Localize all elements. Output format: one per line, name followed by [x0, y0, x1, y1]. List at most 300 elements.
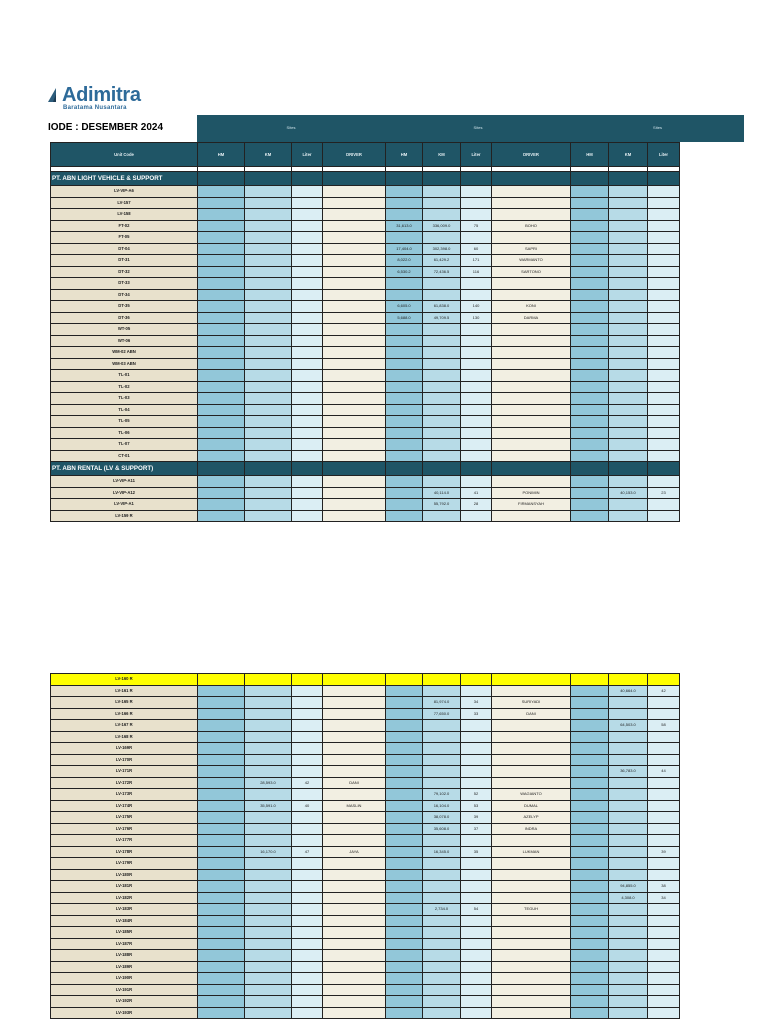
- g3-liter-cell[interactable]: [648, 255, 680, 267]
- g1-hm-cell[interactable]: [198, 743, 245, 755]
- g2-driver-cell[interactable]: [492, 439, 571, 451]
- g1-hm-cell[interactable]: [198, 476, 245, 488]
- g2-km-cell[interactable]: [423, 858, 461, 870]
- unit-code-cell[interactable]: WM-03 ABN: [51, 358, 198, 370]
- g3-km-cell[interactable]: [609, 335, 648, 347]
- g2-hm-cell[interactable]: [386, 685, 423, 697]
- g1-hm-cell[interactable]: [198, 255, 245, 267]
- g1-hm-cell[interactable]: [198, 858, 245, 870]
- g2-liter-cell[interactable]: [461, 892, 492, 904]
- g1-hm-cell[interactable]: [198, 777, 245, 789]
- g3-km-cell[interactable]: [609, 220, 648, 232]
- g1-liter-cell[interactable]: [292, 1007, 323, 1019]
- g2-liter-cell[interactable]: 171: [461, 255, 492, 267]
- g2-driver-cell[interactable]: [492, 197, 571, 209]
- g3-liter-cell[interactable]: [648, 335, 680, 347]
- g2-km-cell[interactable]: [423, 1007, 461, 1019]
- g2-km-cell[interactable]: [423, 358, 461, 370]
- g1-km-cell[interactable]: [245, 915, 292, 927]
- g1-hm-cell[interactable]: [198, 892, 245, 904]
- g2-km-cell[interactable]: [423, 197, 461, 209]
- g3-liter-cell[interactable]: [648, 697, 680, 709]
- g1-hm-cell[interactable]: [198, 938, 245, 950]
- g1-driver-cell[interactable]: [323, 996, 386, 1008]
- g1-liter-cell[interactable]: [292, 510, 323, 522]
- g2-liter-cell[interactable]: 34: [461, 697, 492, 709]
- unit-code-cell[interactable]: LV-169R: [51, 743, 198, 755]
- g2-liter-cell[interactable]: 116: [461, 266, 492, 278]
- g3-hm-cell[interactable]: [571, 766, 609, 778]
- unit-code-cell[interactable]: LV-183R: [51, 904, 198, 916]
- g1-liter-cell[interactable]: [292, 232, 323, 244]
- unit-code-cell[interactable]: LV-166 R: [51, 708, 198, 720]
- g3-liter-cell[interactable]: [648, 754, 680, 766]
- unit-code-cell[interactable]: DT-31: [51, 255, 198, 267]
- g3-liter-cell[interactable]: [648, 915, 680, 927]
- g2-driver-cell[interactable]: [492, 766, 571, 778]
- g1-driver-cell[interactable]: DANI: [323, 777, 386, 789]
- g2-liter-cell[interactable]: [461, 186, 492, 198]
- g3-liter-cell[interactable]: [648, 961, 680, 973]
- unit-code-cell[interactable]: DT-34: [51, 289, 198, 301]
- g2-hm-cell[interactable]: [386, 335, 423, 347]
- unit-code-cell[interactable]: TL-05: [51, 416, 198, 428]
- g3-km-cell[interactable]: [609, 476, 648, 488]
- unit-code-cell[interactable]: WT-06: [51, 335, 198, 347]
- g1-km-cell[interactable]: [245, 278, 292, 290]
- g2-km-cell[interactable]: [423, 720, 461, 732]
- g2-hm-cell[interactable]: [386, 289, 423, 301]
- g1-km-cell[interactable]: [245, 404, 292, 416]
- g1-km-cell[interactable]: [245, 289, 292, 301]
- g2-hm-cell[interactable]: [386, 869, 423, 881]
- g3-hm-cell[interactable]: [571, 697, 609, 709]
- g3-hm-cell[interactable]: [571, 347, 609, 359]
- g1-hm-cell[interactable]: [198, 324, 245, 336]
- unit-code-cell[interactable]: LV-176R: [51, 823, 198, 835]
- g1-hm-cell[interactable]: [198, 881, 245, 893]
- g2-km-cell[interactable]: 336,009.0: [423, 220, 461, 232]
- g2-driver-cell[interactable]: [492, 754, 571, 766]
- g2-liter-cell[interactable]: [461, 347, 492, 359]
- g3-liter-cell[interactable]: [648, 950, 680, 962]
- g1-liter-cell[interactable]: 47: [292, 846, 323, 858]
- g1-km-cell[interactable]: [245, 381, 292, 393]
- g1-km-cell[interactable]: [245, 858, 292, 870]
- unit-code-cell[interactable]: CT-01: [51, 450, 198, 462]
- g1-liter-cell[interactable]: [292, 904, 323, 916]
- g2-km-cell[interactable]: [423, 938, 461, 950]
- g1-driver-cell[interactable]: [323, 439, 386, 451]
- unit-code-cell[interactable]: LV-192R: [51, 996, 198, 1008]
- g3-km-cell[interactable]: [609, 800, 648, 812]
- g2-km-cell[interactable]: 16,345.0: [423, 846, 461, 858]
- unit-code-cell[interactable]: LV-193R: [51, 1007, 198, 1019]
- g1-km-cell[interactable]: [245, 720, 292, 732]
- g1-km-cell[interactable]: 16,170.0: [245, 846, 292, 858]
- g2-hm-cell[interactable]: [386, 835, 423, 847]
- g2-driver-cell[interactable]: DARMA: [492, 312, 571, 324]
- g3-km-cell[interactable]: [609, 927, 648, 939]
- g2-driver-cell[interactable]: DUMAL: [492, 800, 571, 812]
- g2-hm-cell[interactable]: [386, 232, 423, 244]
- g2-liter-cell[interactable]: [461, 881, 492, 893]
- g1-hm-cell[interactable]: [198, 301, 245, 313]
- unit-code-cell[interactable]: TL-03: [51, 393, 198, 405]
- g1-hm-cell[interactable]: [198, 869, 245, 881]
- unit-code-cell[interactable]: LV-184R: [51, 915, 198, 927]
- g2-km-cell[interactable]: [423, 289, 461, 301]
- g3-liter-cell[interactable]: [648, 243, 680, 255]
- g2-liter-cell[interactable]: [461, 915, 492, 927]
- g1-driver-cell[interactable]: [323, 823, 386, 835]
- g3-km-cell[interactable]: [609, 278, 648, 290]
- g1-km-cell[interactable]: [245, 220, 292, 232]
- g3-hm-cell[interactable]: [571, 927, 609, 939]
- g1-hm-cell[interactable]: [198, 973, 245, 985]
- g2-km-cell[interactable]: [423, 927, 461, 939]
- g3-liter-cell[interactable]: [648, 381, 680, 393]
- g2-driver-cell[interactable]: BOHO: [492, 220, 571, 232]
- g3-hm-cell[interactable]: [571, 685, 609, 697]
- g3-hm-cell[interactable]: [571, 858, 609, 870]
- unit-code-cell[interactable]: LV-165 R: [51, 697, 198, 709]
- g3-hm-cell[interactable]: [571, 450, 609, 462]
- g3-hm-cell[interactable]: [571, 381, 609, 393]
- g1-hm-cell[interactable]: [198, 487, 245, 499]
- g1-liter-cell[interactable]: [292, 731, 323, 743]
- g2-driver-cell[interactable]: [492, 324, 571, 336]
- g1-liter-cell[interactable]: [292, 186, 323, 198]
- g1-km-cell[interactable]: [245, 427, 292, 439]
- g3-hm-cell[interactable]: [571, 904, 609, 916]
- g1-hm-cell[interactable]: [198, 450, 245, 462]
- g1-hm-cell[interactable]: [198, 823, 245, 835]
- g3-hm-cell[interactable]: [571, 984, 609, 996]
- g1-km-cell[interactable]: [245, 510, 292, 522]
- g2-driver-cell[interactable]: [492, 973, 571, 985]
- g2-driver-cell[interactable]: [492, 232, 571, 244]
- g3-hm-cell[interactable]: [571, 708, 609, 720]
- g2-km-cell[interactable]: [423, 685, 461, 697]
- g2-hm-cell[interactable]: [386, 777, 423, 789]
- g2-driver-cell[interactable]: [492, 731, 571, 743]
- g2-hm-cell[interactable]: [386, 950, 423, 962]
- g3-hm-cell[interactable]: [571, 358, 609, 370]
- g3-km-cell[interactable]: [609, 961, 648, 973]
- g3-liter-cell[interactable]: [648, 938, 680, 950]
- unit-code-cell[interactable]: LV-157: [51, 197, 198, 209]
- g3-km-cell[interactable]: [609, 731, 648, 743]
- g2-hm-cell[interactable]: [386, 961, 423, 973]
- g1-km-cell[interactable]: [245, 731, 292, 743]
- g1-driver-cell[interactable]: [323, 301, 386, 313]
- g1-km-cell[interactable]: [245, 789, 292, 801]
- g1-driver-cell[interactable]: [323, 766, 386, 778]
- g3-liter-cell[interactable]: [648, 358, 680, 370]
- g1-driver-cell[interactable]: [323, 312, 386, 324]
- g3-km-cell[interactable]: [609, 984, 648, 996]
- g2-driver-cell[interactable]: SURIYADI: [492, 697, 571, 709]
- g2-liter-cell[interactable]: [461, 289, 492, 301]
- g2-hm-cell[interactable]: [386, 1007, 423, 1019]
- g1-hm-cell[interactable]: [198, 766, 245, 778]
- g2-liter-cell[interactable]: [461, 685, 492, 697]
- g2-km-cell[interactable]: [423, 754, 461, 766]
- g3-km-cell[interactable]: [609, 499, 648, 511]
- g1-km-cell[interactable]: [245, 869, 292, 881]
- g3-hm-cell[interactable]: [571, 812, 609, 824]
- g1-driver-cell[interactable]: [323, 869, 386, 881]
- g3-km-cell[interactable]: [609, 439, 648, 451]
- g1-km-cell[interactable]: 28,593.0: [245, 777, 292, 789]
- g2-liter-cell[interactable]: [461, 439, 492, 451]
- unit-code-cell[interactable]: LV-167 R: [51, 720, 198, 732]
- g2-liter-cell[interactable]: [461, 731, 492, 743]
- g1-liter-cell[interactable]: [292, 255, 323, 267]
- g2-hm-cell[interactable]: [386, 789, 423, 801]
- g2-hm-cell[interactable]: [386, 915, 423, 927]
- g3-km-cell[interactable]: [609, 266, 648, 278]
- g3-km-cell[interactable]: 4,308.0: [609, 892, 648, 904]
- g2-liter-cell[interactable]: 140: [461, 301, 492, 313]
- g3-km-cell[interactable]: [609, 915, 648, 927]
- g2-km-cell[interactable]: [423, 731, 461, 743]
- g1-liter-cell[interactable]: [292, 370, 323, 382]
- g2-liter-cell[interactable]: [461, 450, 492, 462]
- g2-liter-cell[interactable]: 35: [461, 846, 492, 858]
- g2-hm-cell[interactable]: [386, 720, 423, 732]
- g1-km-cell[interactable]: [245, 950, 292, 962]
- g3-liter-cell[interactable]: [648, 278, 680, 290]
- g3-hm-cell[interactable]: [571, 312, 609, 324]
- g3-km-cell[interactable]: [609, 393, 648, 405]
- g2-driver-cell[interactable]: [492, 777, 571, 789]
- g1-km-cell[interactable]: [245, 892, 292, 904]
- unit-code-cell[interactable]: LV-172R: [51, 777, 198, 789]
- g3-km-cell[interactable]: [609, 789, 648, 801]
- g1-driver-cell[interactable]: [323, 232, 386, 244]
- g3-hm-cell[interactable]: [571, 487, 609, 499]
- g3-liter-cell[interactable]: [648, 324, 680, 336]
- g1-liter-cell[interactable]: [292, 243, 323, 255]
- g1-driver-cell[interactable]: [323, 416, 386, 428]
- g2-driver-cell[interactable]: [492, 915, 571, 927]
- g2-hm-cell[interactable]: [386, 450, 423, 462]
- g1-driver-cell[interactable]: [323, 754, 386, 766]
- g1-driver-cell[interactable]: [323, 427, 386, 439]
- g1-km-cell[interactable]: [245, 312, 292, 324]
- g1-hm-cell[interactable]: [198, 370, 245, 382]
- g1-hm-cell[interactable]: [198, 927, 245, 939]
- g1-liter-cell[interactable]: [292, 393, 323, 405]
- g3-hm-cell[interactable]: [571, 439, 609, 451]
- g2-driver-cell[interactable]: [492, 858, 571, 870]
- unit-code-cell[interactable]: LV-173R: [51, 789, 198, 801]
- g1-hm-cell[interactable]: [198, 904, 245, 916]
- g3-liter-cell[interactable]: [648, 823, 680, 835]
- g2-km-cell[interactable]: [423, 510, 461, 522]
- g2-liter-cell[interactable]: 60: [461, 243, 492, 255]
- g3-hm-cell[interactable]: [571, 973, 609, 985]
- g3-hm-cell[interactable]: [571, 220, 609, 232]
- g1-liter-cell[interactable]: [292, 743, 323, 755]
- g2-hm-cell[interactable]: [386, 823, 423, 835]
- g1-driver-cell[interactable]: [323, 266, 386, 278]
- unit-code-cell[interactable]: FT-05: [51, 232, 198, 244]
- unit-code-cell[interactable]: LV-177R: [51, 835, 198, 847]
- g2-hm-cell[interactable]: [386, 370, 423, 382]
- g2-km-cell[interactable]: 61,429.2: [423, 255, 461, 267]
- g3-hm-cell[interactable]: [571, 1007, 609, 1019]
- g2-km-cell[interactable]: [423, 427, 461, 439]
- g3-hm-cell[interactable]: [571, 789, 609, 801]
- g1-liter-cell[interactable]: [292, 685, 323, 697]
- g2-hm-cell[interactable]: [386, 427, 423, 439]
- g1-driver-cell[interactable]: [323, 835, 386, 847]
- g3-hm-cell[interactable]: [571, 961, 609, 973]
- g3-hm-cell[interactable]: [571, 393, 609, 405]
- g1-km-cell[interactable]: [245, 984, 292, 996]
- g3-km-cell[interactable]: [609, 950, 648, 962]
- g2-hm-cell[interactable]: [386, 416, 423, 428]
- g1-driver-cell[interactable]: [323, 1007, 386, 1019]
- g1-hm-cell[interactable]: [198, 312, 245, 324]
- g2-driver-cell[interactable]: [492, 961, 571, 973]
- g3-liter-cell[interactable]: [648, 370, 680, 382]
- g3-hm-cell[interactable]: [571, 197, 609, 209]
- g1-liter-cell[interactable]: [292, 324, 323, 336]
- g2-hm-cell[interactable]: [386, 487, 423, 499]
- g2-liter-cell[interactable]: [461, 984, 492, 996]
- g1-driver-cell[interactable]: [323, 881, 386, 893]
- g3-liter-cell[interactable]: [648, 427, 680, 439]
- g3-hm-cell[interactable]: [571, 324, 609, 336]
- g1-km-cell[interactable]: [245, 243, 292, 255]
- g1-liter-cell[interactable]: [292, 499, 323, 511]
- g1-km-cell[interactable]: [245, 812, 292, 824]
- g2-driver-cell[interactable]: [492, 674, 571, 686]
- g3-hm-cell[interactable]: [571, 427, 609, 439]
- g1-driver-cell[interactable]: [323, 731, 386, 743]
- g2-km-cell[interactable]: [423, 743, 461, 755]
- g1-driver-cell[interactable]: [323, 789, 386, 801]
- g3-km-cell[interactable]: [609, 996, 648, 1008]
- g3-km-cell[interactable]: [609, 404, 648, 416]
- g2-liter-cell[interactable]: [461, 938, 492, 950]
- g3-liter-cell[interactable]: [648, 708, 680, 720]
- g3-liter-cell[interactable]: [648, 835, 680, 847]
- unit-code-cell[interactable]: LV-160 R: [51, 674, 198, 686]
- g2-driver-cell[interactable]: [492, 927, 571, 939]
- g2-liter-cell[interactable]: [461, 743, 492, 755]
- g3-km-cell[interactable]: [609, 186, 648, 198]
- g3-hm-cell[interactable]: [571, 510, 609, 522]
- g3-hm-cell[interactable]: [571, 278, 609, 290]
- g3-liter-cell[interactable]: [648, 312, 680, 324]
- g2-km-cell[interactable]: 35,608.0: [423, 823, 461, 835]
- g2-km-cell[interactable]: [423, 209, 461, 221]
- g3-hm-cell[interactable]: [571, 950, 609, 962]
- g3-km-cell[interactable]: [609, 370, 648, 382]
- unit-code-cell[interactable]: LV-VIP-A11: [51, 476, 198, 488]
- g3-km-cell[interactable]: [609, 812, 648, 824]
- g2-liter-cell[interactable]: [461, 766, 492, 778]
- g1-liter-cell[interactable]: [292, 439, 323, 451]
- g1-hm-cell[interactable]: [198, 835, 245, 847]
- g1-km-cell[interactable]: [245, 255, 292, 267]
- unit-code-cell[interactable]: TL-01: [51, 370, 198, 382]
- g2-liter-cell[interactable]: [461, 427, 492, 439]
- g3-liter-cell[interactable]: [648, 777, 680, 789]
- g1-hm-cell[interactable]: [198, 243, 245, 255]
- g1-liter-cell[interactable]: [292, 869, 323, 881]
- g1-liter-cell[interactable]: 40: [292, 800, 323, 812]
- g2-hm-cell[interactable]: [386, 708, 423, 720]
- g1-driver-cell[interactable]: [323, 915, 386, 927]
- g2-liter-cell[interactable]: [461, 927, 492, 939]
- g3-liter-cell[interactable]: [648, 731, 680, 743]
- g2-driver-cell[interactable]: WAGIANTO: [492, 789, 571, 801]
- g2-driver-cell[interactable]: TEGUH: [492, 904, 571, 916]
- g2-hm-cell[interactable]: 31,613.0: [386, 220, 423, 232]
- g1-driver-cell[interactable]: [323, 984, 386, 996]
- g1-km-cell[interactable]: [245, 186, 292, 198]
- g2-hm-cell[interactable]: [386, 358, 423, 370]
- unit-code-cell[interactable]: LV-179R: [51, 858, 198, 870]
- g3-km-cell[interactable]: [609, 777, 648, 789]
- g2-hm-cell[interactable]: [386, 938, 423, 950]
- g1-hm-cell[interactable]: [198, 984, 245, 996]
- g1-liter-cell[interactable]: [292, 835, 323, 847]
- g2-hm-cell[interactable]: [386, 347, 423, 359]
- g1-driver-cell[interactable]: [323, 381, 386, 393]
- g3-liter-cell[interactable]: [648, 197, 680, 209]
- g1-driver-cell[interactable]: [323, 973, 386, 985]
- g2-liter-cell[interactable]: [461, 869, 492, 881]
- g3-liter-cell[interactable]: [648, 996, 680, 1008]
- g3-km-cell[interactable]: [609, 243, 648, 255]
- g2-hm-cell[interactable]: [386, 904, 423, 916]
- g1-km-cell[interactable]: [245, 393, 292, 405]
- g1-hm-cell[interactable]: [198, 278, 245, 290]
- g2-liter-cell[interactable]: [461, 777, 492, 789]
- g1-liter-cell[interactable]: [292, 984, 323, 996]
- unit-code-cell[interactable]: WM-02 ABN: [51, 347, 198, 359]
- unit-code-cell[interactable]: FT-02: [51, 220, 198, 232]
- g2-driver-cell[interactable]: [492, 720, 571, 732]
- g1-hm-cell[interactable]: [198, 266, 245, 278]
- g1-hm-cell[interactable]: [198, 197, 245, 209]
- g1-driver-cell[interactable]: [323, 197, 386, 209]
- g2-liter-cell[interactable]: [461, 720, 492, 732]
- g2-driver-cell[interactable]: SAPRI: [492, 243, 571, 255]
- g2-km-cell[interactable]: 81,974.0: [423, 697, 461, 709]
- g2-liter-cell[interactable]: [461, 358, 492, 370]
- g2-liter-cell[interactable]: 28: [461, 499, 492, 511]
- g1-liter-cell[interactable]: [292, 766, 323, 778]
- g3-liter-cell[interactable]: [648, 393, 680, 405]
- g2-driver-cell[interactable]: KONI: [492, 301, 571, 313]
- unit-code-cell[interactable]: LV-187R: [51, 938, 198, 950]
- unit-code-cell[interactable]: LV-VIP-A6: [51, 186, 198, 198]
- g2-liter-cell[interactable]: 52: [461, 789, 492, 801]
- g2-km-cell[interactable]: [423, 404, 461, 416]
- g2-driver-cell[interactable]: [492, 209, 571, 221]
- g2-driver-cell[interactable]: INDRA: [492, 823, 571, 835]
- g3-liter-cell[interactable]: [648, 220, 680, 232]
- g3-liter-cell[interactable]: [648, 301, 680, 313]
